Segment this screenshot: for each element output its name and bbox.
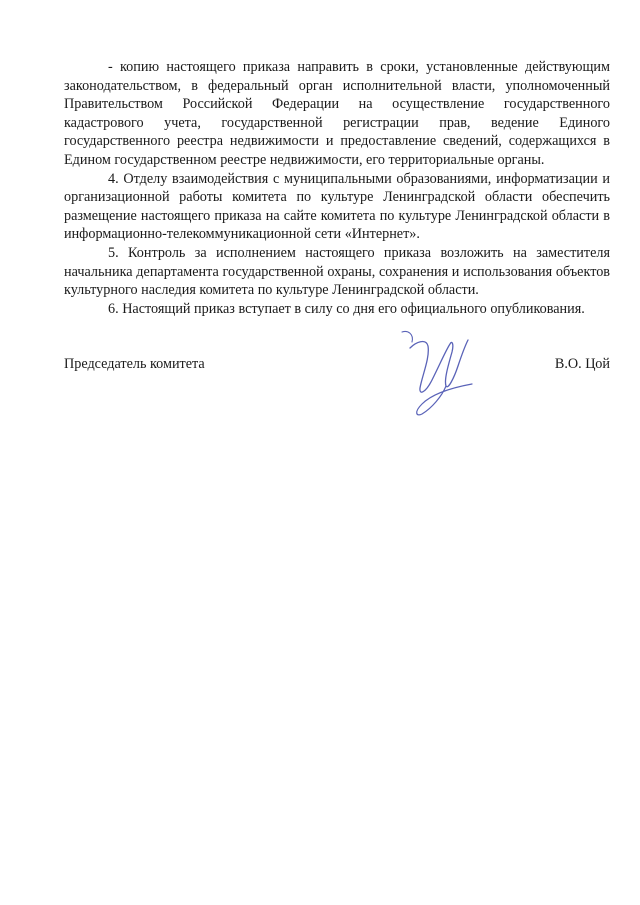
paragraph-item-6: 6. Настоящий приказ вступает в силу со дня его официального опубликования. [108,300,585,317]
signatory-name: В.О. Цой [554,356,610,372]
signature-stroke [410,340,468,392]
document-body [64,58,610,318]
signature-stroke-tail [417,384,472,415]
signature-block [64,355,610,375]
paragraph-copy-instruction: - копию настоящего приказа направить в сроки, установленные действующим законодательством, в федеральный орган исполнительной власти, уполномоченный Правительством Российской Федерации на осуществление государственного кадастрового учета, государственной регистрации прав, ведение Единого государственного реестра недвижимости и предоставление сведений, содержащихся в Едином государственном реестре недвижимости, его территориальные органы. [64,59,610,168]
signatory-title: Председатель комитета [64,356,205,372]
paragraph-item-5: 5. Контроль за исполнением настоящего приказа возложить на заместителя начальника департамента государственной охраны, сохранения и использования объектов культурного наследия комитета по культуре Ленинградской области. [64,244,610,299]
paragraph-item-4: 4. Отделу взаимодействия с муниципальными образованиями, информатизации и организационной работы комитета по культуре Ленинградской области обеспечить размещение настоящего приказа на сайте комитета по культуре Ленинградской области в информационно-телекоммуникационной сети «Интернет». [64,170,610,243]
signature-stroke-lead [402,331,412,342]
handwritten-signature [392,318,482,418]
